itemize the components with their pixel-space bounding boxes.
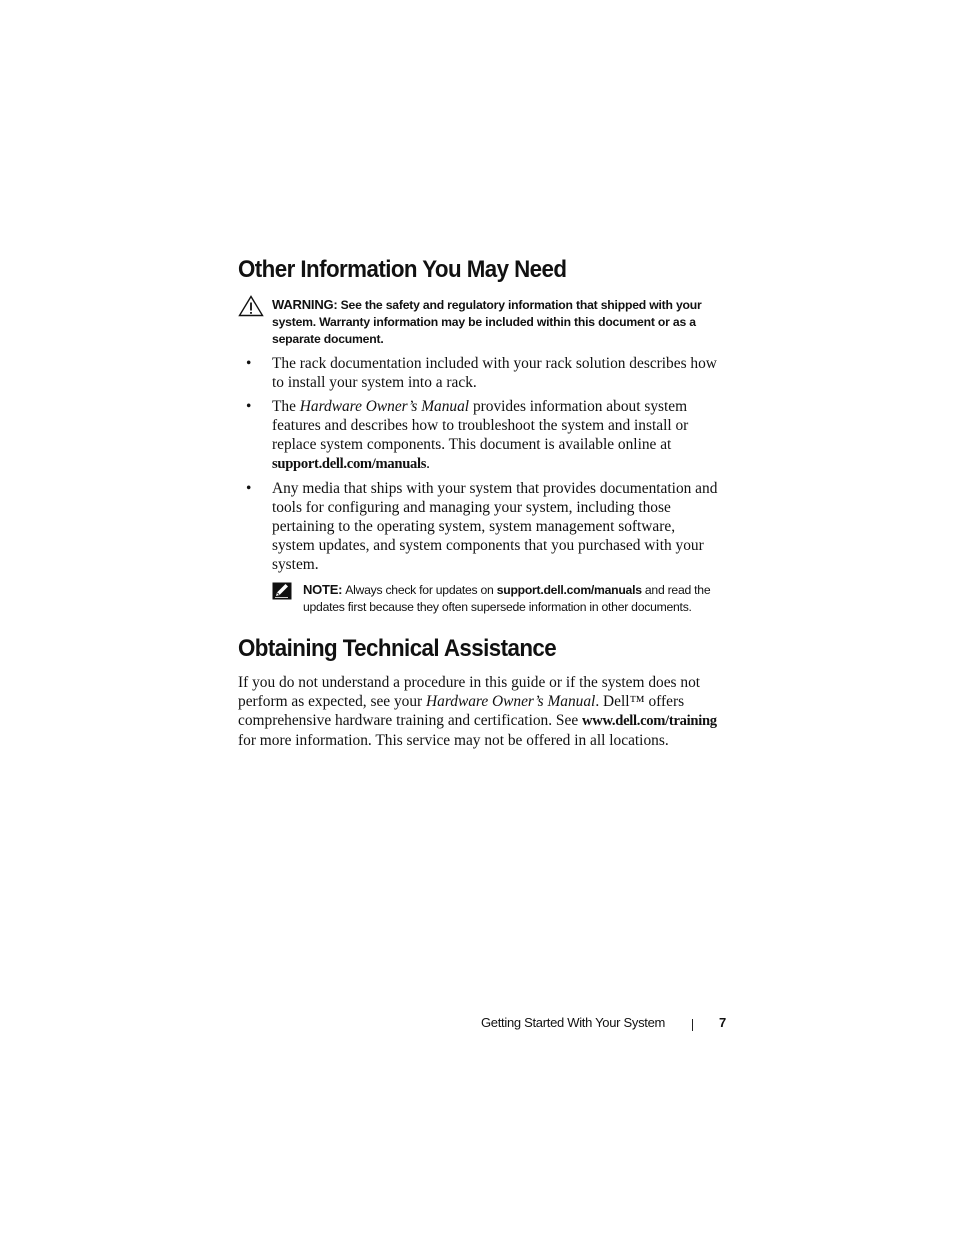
paragraph-text: . Dell™ offers comprehensive hardware training and certification. See (238, 693, 685, 729)
paragraph-text: If you do not understand a procedure in this guide or if the system does not perform as expected, see your (238, 674, 701, 710)
warning-label: WARNING: (272, 297, 338, 312)
warning-triangle-icon (238, 295, 264, 317)
bullet-icon: • (246, 355, 252, 372)
list-item (240, 479, 720, 574)
footer-title: Getting Started With Your System (481, 1015, 666, 1030)
information-list (240, 354, 720, 579)
note-notice (303, 581, 743, 616)
manual-title: Hardware Owner’s Manual (426, 693, 596, 710)
section-heading-technical-assistance: Obtaining Technical Assistance (238, 635, 557, 662)
list-item-text: . (426, 455, 431, 472)
list-item-text: Any media that ships with your system that provides documentation and tools for configuring and managing your system, including those pertaining to the operating system, system management software, system updates, and system components that you purchased with your system. (272, 480, 718, 573)
note-label: NOTE: (303, 582, 343, 597)
note-text: Always check for updates on (345, 583, 497, 597)
warning-notice (272, 296, 712, 348)
note-manuals-link[interactable]: support.dell.com/manuals (496, 583, 642, 597)
list-item-text: The rack documentation included with your rack solution describes how to install your system into a rack. (272, 355, 717, 391)
paragraph-text: for more information. This service may not be offered in all locations. (238, 732, 669, 749)
section-heading-other-information: Other Information You May Need (238, 256, 567, 283)
assistance-paragraph (238, 673, 738, 750)
manual-title: Hardware Owner’s Manual (299, 398, 470, 415)
list-item (240, 354, 720, 392)
list-item (240, 397, 720, 474)
training-link[interactable]: www.dell.com/training (582, 713, 717, 729)
bullet-icon: • (246, 398, 252, 415)
list-item-text: provides information about system features and describes how to troubleshoot the system and install or replace system components. This document is available online at (272, 398, 689, 453)
list-item-text: The (272, 398, 300, 415)
page-number: 7 (719, 1015, 727, 1030)
bullet-icon: • (246, 480, 252, 497)
warning-text: See the safety and regulatory information that shipped with your system. Warranty information may be included within this document or as a separate document. (272, 298, 702, 346)
note-pencil-icon (272, 582, 292, 600)
footer-divider (692, 1019, 693, 1031)
note-text: and read the updates first because they often supersede information in other documents. (303, 583, 711, 614)
manuals-link[interactable]: support.dell.com/manuals (272, 456, 427, 472)
